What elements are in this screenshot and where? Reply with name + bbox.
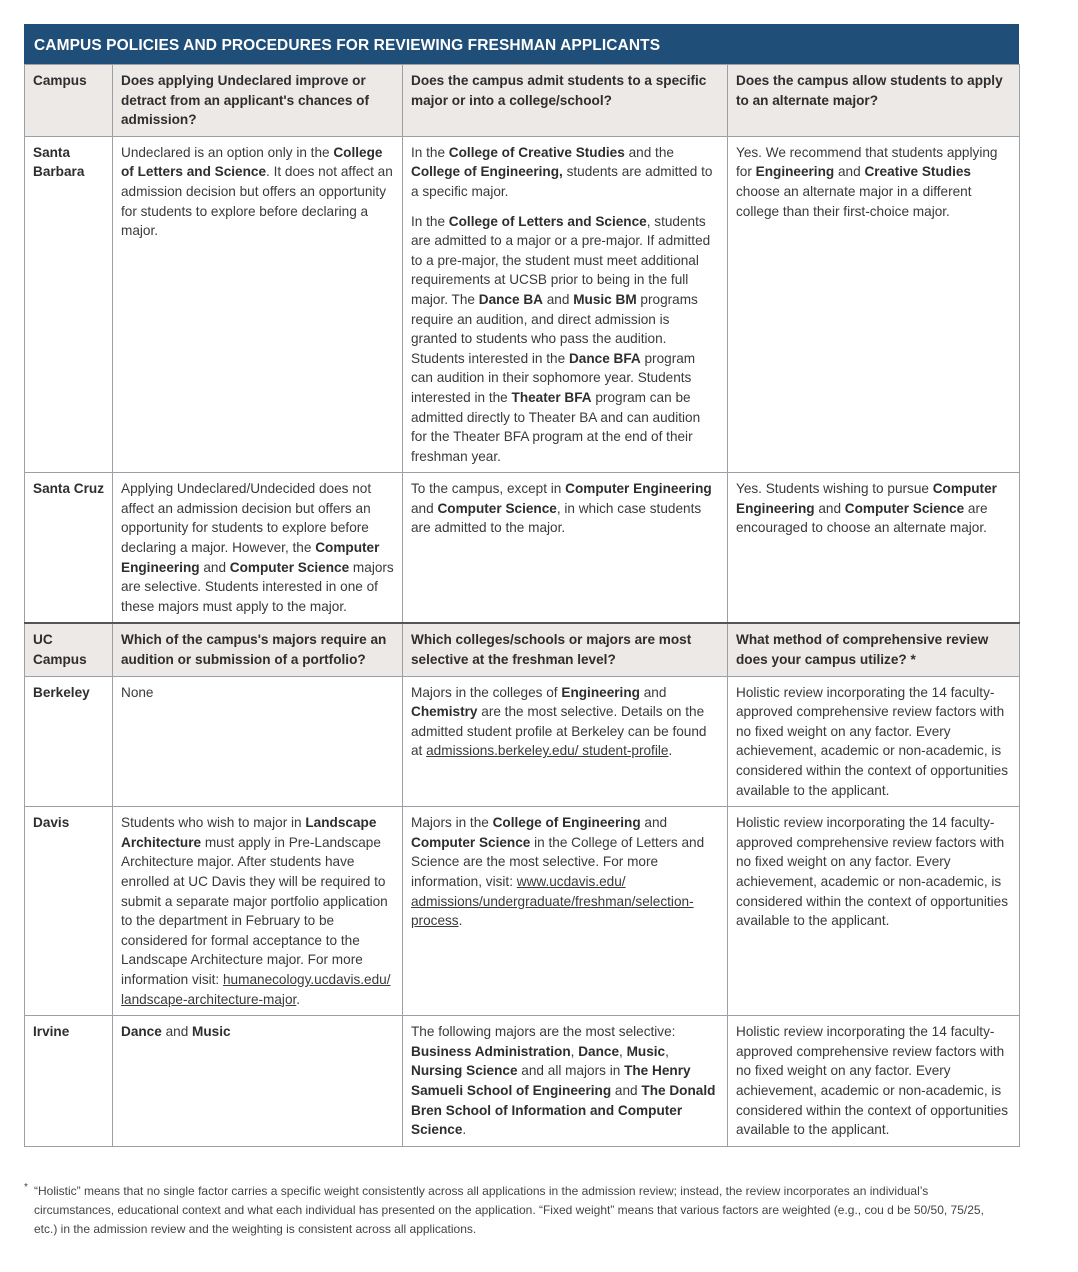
campus-name: Davis [25,807,113,1016]
selective-answer: Majors in the College of Engineering and Computer Science in the College of Letters and Science are the most selective. For more information, visit: www.ucdavis.edu/ admissions/undergraduate/freshman/selection-process. [403,807,728,1016]
campus-name: Irvine [25,1016,113,1147]
header-selective-question: Which colleges/schools or majors are most selective at the freshman level? [403,623,728,676]
header-review-question: What method of comprehensive review does your campus utilize? * [728,623,1020,676]
footnote [24,1182,1009,1239]
footnote-text: “Holistic” means that no single factor carries a specific weight consistently across all applications in the admission review; instead, the review incorporates an individual’s circumstances, educational context and what each individual has presented on the application. “Fixed weight” means that various factors are weighted (e.g., cou d be 50/50, 75/25, etc.) in the admission review and the weighting is consistent across all applications. [34,1184,984,1236]
davis-selection-link[interactable]: www.ucdavis.edu/ admissions/undergraduate/freshman/selection-process [411,873,694,929]
admit-answer: To the campus, except in Computer Engineering and Computer Science, in which case students are admitted to the major. [403,473,728,624]
admit-answer: In the College of Creative Studies and the College of Engineering, students are admitted to a specific major. In the College of Letters and Science, students are admitted to a major or a pre-major. If admitted to a pre-major, the student must meet additional requirements at UCSB prior to being in the full major. The Dance BA and Music BM programs require an audition, and direct admission is granted to students who pass the audition. Students interested in the Dance BFA program can audition in their sophomore year. Students interested in the Theater BFA program can be admitted directly to Theater BA and can audition for the Theater BFA program at the end of their freshman year. [403,136,728,473]
table-row-irvine [25,1016,1020,1147]
undeclared-answer: Undeclared is an option only in the College of Letters and Science. It does not affect an admission decision but offers an opportunity for students to explore before declaring a major. [113,136,403,473]
table-row-berkeley [25,676,1020,807]
header-campus: Campus [25,65,113,137]
selective-answer: Majors in the colleges of Engineering and Chemistry are the most selective. Details on the admitted student profile at Berkeley can be found at admissions.berkeley.edu/ student-profile. [403,676,728,807]
table-title-banner: CAMPUS POLICIES AND PROCEDURES FOR REVIEWING FRESHMAN APPLICANTS [24,24,1019,64]
review-answer: Holistic review incorporating the 14 faculty-approved comprehensive review factors with no fixed weight on any factor. Every achievement, academic or non-academic, is considered within the context of opportunities available to the applicant. [728,807,1020,1016]
campus-name: Berkeley [25,676,113,807]
review-answer: Holistic review incorporating the 14 faculty-approved comprehensive review factors with no fixed weight on any factor. Every achievement, academic or non-academic, is considered within the context of opportunities available to the applicant. [728,676,1020,807]
review-answer: Holistic review incorporating the 14 faculty-approved comprehensive review factors with no fixed weight on any factor. Every achievement, academic or non-academic, is considered within the context of opportunities available to the applicant. [728,1016,1020,1147]
footnote-mark: * [24,1182,28,1193]
table-row-santa-cruz [25,473,1020,624]
table-row-santa-barbara [25,136,1020,473]
policies-document [24,24,1019,1147]
alternate-answer: Yes. Students wishing to pursue Computer Engineering and Computer Science are encouraged to choose an alternate major. [728,473,1020,624]
policies-table [24,64,1020,1147]
undeclared-answer: Applying Undeclared/Undecided does not affect an admission decision but offers an opportunity for students to explore before declaring a major. However, the Computer Engineering and Computer Science majors are selective. Students interested in one of these majors must apply to the major. [113,473,403,624]
davis-landscape-link[interactable]: humanecology.ucdavis.edu/ landscape-architecture-major [121,971,391,1007]
audition-answer: None [113,676,403,807]
alternate-answer: Yes. We recommend that students applying for Engineering and Creative Studies choose an alternate major in a different college than their first-choice major. [728,136,1020,473]
table-row-davis [25,807,1020,1016]
header-alternate-question: Does the campus allow students to apply to an alternate major? [728,65,1020,137]
header-row-1 [25,65,1020,137]
header-audition-question: Which of the campus's majors require an audition or submission of a portfolio? [113,623,403,676]
header-row-2 [25,623,1020,676]
audition-answer: Dance and Music [113,1016,403,1147]
campus-name: Santa Barbara [25,136,113,473]
selective-answer: The following majors are the most selective: Business Administration, Dance, Music, Nursing Science and all majors in The Henry Samueli School of Engineering and The Donald Bren School of Information and Computer Science. [403,1016,728,1147]
berkeley-profile-link[interactable]: admissions.berkeley.edu/ student-profile [426,743,669,759]
header-undeclared-question: Does applying Undeclared improve or detract from an applicant's chances of admission? [113,65,403,137]
audition-answer: Students who wish to major in Landscape Architecture must apply in Pre-Landscape Architecture major. After students have enrolled at UC Davis they will be required to submit a separate major portfolio application to the department in February to be considered for formal acceptance to the Landscape Architecture major. For more information visit: humanecology.ucdavis.edu/ landscape-architecture-major. [113,807,403,1016]
campus-name: Santa Cruz [25,473,113,624]
header-uc-campus: UC Campus [25,623,113,676]
header-admit-question: Does the campus admit students to a specific major or into a college/school? [403,65,728,137]
